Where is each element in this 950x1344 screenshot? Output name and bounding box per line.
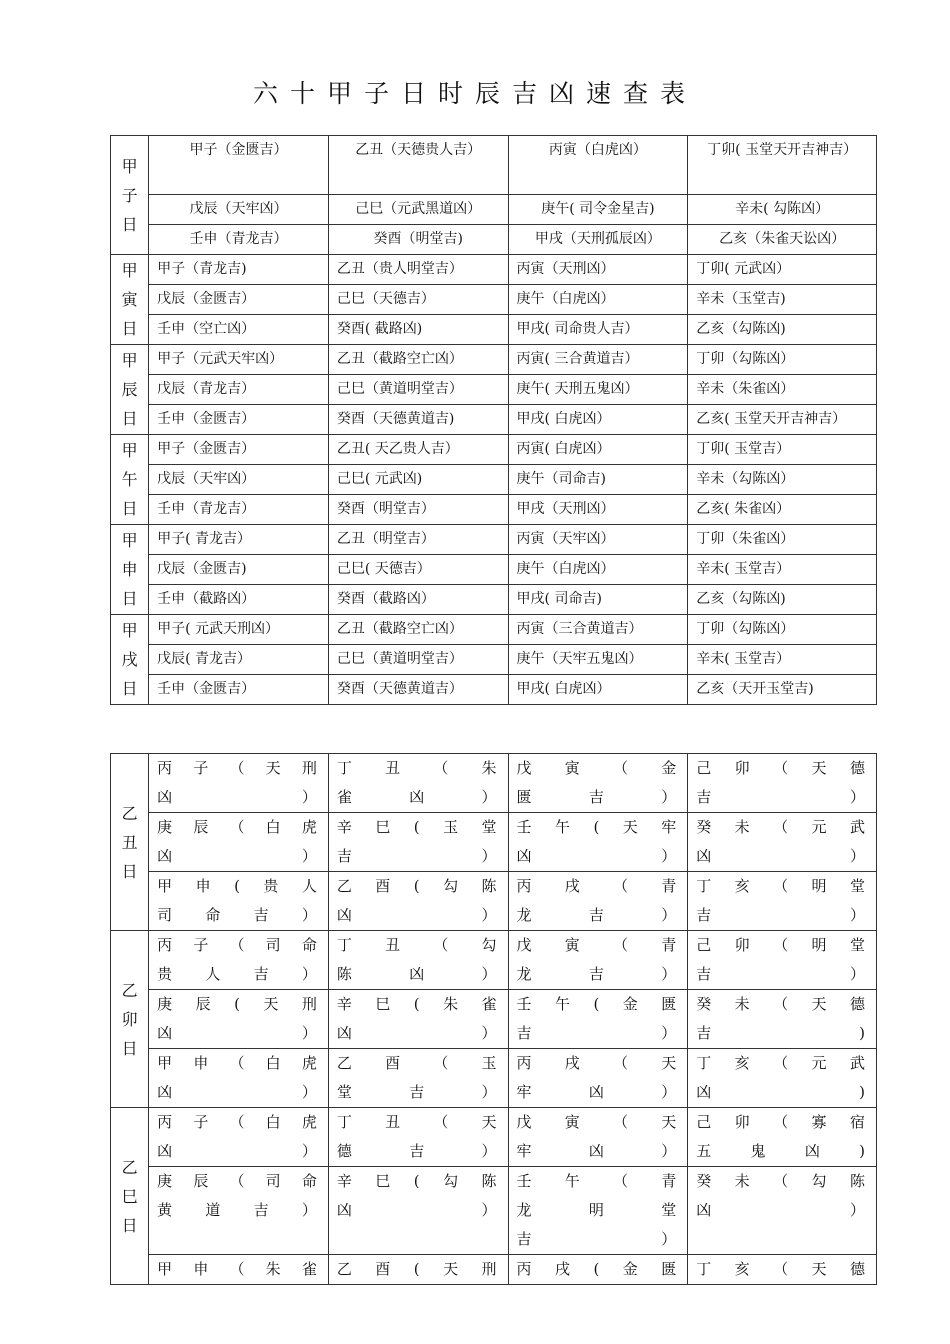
hour-cell: 壬申（金匮吉） (149, 675, 329, 705)
hour-cell: 丁卯( 玉堂天开吉神吉） (688, 136, 877, 195)
hour-cell: 丙寅（天牢凶） (508, 525, 688, 555)
day-label: 甲午日 (111, 435, 149, 525)
table-row (111, 931, 877, 990)
hour-cell: 甲戌（天刑孤辰凶） (508, 225, 688, 255)
hour-cell: 己卯（寡宿 五鬼凶) (688, 1108, 877, 1167)
day-label: 甲寅日 (111, 255, 149, 345)
hour-cell: 乙亥( 玉堂天开吉神吉） (688, 405, 877, 435)
hour-cell: 戊寅（青 龙吉） (508, 931, 688, 990)
hour-cell: 辛未( 玉堂吉） (688, 555, 877, 585)
hour-cell: 壬申（金匮吉） (149, 405, 329, 435)
hour-cell: 丁卯( 元武凶） (688, 255, 877, 285)
table-yi-days (110, 753, 877, 1285)
hour-cell: 甲戌( 司命吉) (508, 585, 688, 615)
hour-cell: 庚午（天牢五鬼凶） (508, 645, 688, 675)
day-label: 甲戌日 (111, 615, 149, 705)
hour-cell: 丁卯（朱雀凶） (688, 525, 877, 555)
hour-cell: 丙寅( 白虎凶） (508, 435, 688, 465)
hour-cell: 庚午( 司令金星吉) (508, 195, 688, 225)
hour-cell: 乙酉(勾陈 凶） (328, 872, 508, 931)
hour-cell: 己卯（天德 吉） (688, 754, 877, 813)
hour-cell: 庚辰（司命 黄道吉） (149, 1167, 329, 1255)
hour-cell: 乙丑（截路空亡凶） (328, 615, 508, 645)
hour-cell: 乙丑（截路空亡凶） (328, 345, 508, 375)
hour-cell: 辛巳(玉堂 吉） (328, 813, 508, 872)
hour-cell: 戊辰（金匮吉) (149, 555, 329, 585)
hour-cell: 丁卯（勾陈凶） (688, 345, 877, 375)
hour-cell: 庚午（白虎凶） (508, 285, 688, 315)
table-row (111, 813, 877, 872)
hour-cell: 乙亥（勾陈凶) (688, 585, 877, 615)
hour-cell: 己巳（天德吉） (328, 285, 508, 315)
hour-cell: 甲戌( 白虎凶） (508, 405, 688, 435)
hour-cell: 壬午（青 龙明堂 吉） (508, 1167, 688, 1255)
table-row (111, 255, 877, 285)
day-label: 甲辰日 (111, 345, 149, 435)
table-jia-days (110, 135, 877, 705)
hour-cell: 丁卯( 玉堂吉） (688, 435, 877, 465)
hour-cell: 戊寅（天 牢凶） (508, 1108, 688, 1167)
hour-cell: 丁亥（明堂 吉） (688, 872, 877, 931)
hour-cell: 丙寅（白虎凶） (508, 136, 688, 195)
hour-cell: 乙亥（朱雀天讼凶） (688, 225, 877, 255)
day-label: 乙巳日 (111, 1108, 149, 1285)
hour-cell: 癸酉（天德黄道吉) (328, 405, 508, 435)
hour-cell: 癸未（勾陈 凶） (688, 1167, 877, 1255)
hour-cell: 庚午（司命吉) (508, 465, 688, 495)
table-row (111, 645, 877, 675)
hour-cell: 甲戌( 白虎凶） (508, 675, 688, 705)
hour-cell: 乙丑（贵人明堂吉） (328, 255, 508, 285)
table-row (111, 195, 877, 225)
hour-cell: 乙亥（天开玉堂吉) (688, 675, 877, 705)
hour-cell: 癸酉（天德黄道吉） (328, 675, 508, 705)
hour-cell: 丙寅（三合黄道吉） (508, 615, 688, 645)
hour-cell: 丁丑（朱 雀凶） (328, 754, 508, 813)
hour-cell: 甲申(贵人 司命吉） (149, 872, 329, 931)
hour-cell: 己卯（明堂 吉） (688, 931, 877, 990)
hour-cell: 壬申（空亡凶） (149, 315, 329, 345)
hour-cell: 丙子（司命 贵人吉） (149, 931, 329, 990)
hour-cell: 癸酉( 截路凶) (328, 315, 508, 345)
hour-cell: 癸未（天德 吉) (688, 990, 877, 1049)
hour-cell: 戊寅（金 匮吉） (508, 754, 688, 813)
table-row (111, 345, 877, 375)
hour-cell: 辛未（玉堂吉) (688, 285, 877, 315)
hour-cell: 己巳（元武黑道凶） (328, 195, 508, 225)
table-row (111, 1049, 877, 1108)
hour-cell: 乙丑（明堂吉） (328, 525, 508, 555)
hour-cell: 己巳（黄道明堂吉） (328, 645, 508, 675)
table-row (111, 1108, 877, 1167)
hour-cell: 甲子（金匮吉） (149, 136, 329, 195)
hour-cell: 甲子（青龙吉) (149, 255, 329, 285)
hour-cell: 甲申（白虎 凶） (149, 1049, 329, 1108)
hour-cell: 庚午( 天刑五鬼凶） (508, 375, 688, 405)
hour-cell: 戊辰（天牢凶） (149, 195, 329, 225)
hour-cell: 癸酉（明堂吉) (328, 225, 508, 255)
hour-cell: 辛未( 玉堂吉） (688, 645, 877, 675)
hour-cell: 丙戌(金匮 (508, 1255, 688, 1285)
hour-cell: 甲子( 元武天刑凶） (149, 615, 329, 645)
day-label: 甲子日 (111, 136, 149, 255)
hour-cell: 壬午(天牢 凶） (508, 813, 688, 872)
hour-cell: 丙子（天刑 凶） (149, 754, 329, 813)
table-row (111, 136, 877, 195)
hour-cell: 癸酉（截路凶） (328, 585, 508, 615)
hour-cell: 丙子（白虎 凶） (149, 1108, 329, 1167)
hour-cell: 丁亥（元武 凶) (688, 1049, 877, 1108)
table-row (111, 1255, 877, 1285)
hour-cell: 丁丑（天 德吉） (328, 1108, 508, 1167)
hour-cell: 甲子（元武天牢凶） (149, 345, 329, 375)
hour-cell: 癸未（元武 凶） (688, 813, 877, 872)
hour-cell: 辛未（勾陈凶） (688, 465, 877, 495)
hour-cell: 丙戌（天 牢凶） (508, 1049, 688, 1108)
hour-cell: 甲戌（天刑凶） (508, 495, 688, 525)
table-row (111, 615, 877, 645)
hour-cell: 辛巳(勾陈 凶） (328, 1167, 508, 1255)
hour-cell: 丁亥（天德 (688, 1255, 877, 1285)
hour-cell: 甲子( 青龙吉） (149, 525, 329, 555)
hour-cell: 丁丑（勾 陈凶） (328, 931, 508, 990)
hour-cell: 壬午(金匮 吉） (508, 990, 688, 1049)
page-title: 六十甲子日时辰吉凶速查表 (252, 79, 697, 108)
hour-cell: 甲戌( 司命贵人吉） (508, 315, 688, 345)
table-row (111, 315, 877, 345)
hour-cell: 丙寅( 三合黄道吉） (508, 345, 688, 375)
hour-cell: 乙亥（勾陈凶) (688, 315, 877, 345)
hour-cell: 辛未( 勾陈凶） (688, 195, 877, 225)
table-row (111, 1167, 877, 1255)
hour-cell: 戊辰（青龙吉） (149, 375, 329, 405)
hour-cell: 乙亥( 朱雀凶） (688, 495, 877, 525)
hour-cell: 庚午（白虎凶） (508, 555, 688, 585)
table-row (111, 405, 877, 435)
hour-cell: 庚辰(天刑 凶） (149, 990, 329, 1049)
table-row (111, 465, 877, 495)
table-row (111, 555, 877, 585)
table-row (111, 225, 877, 255)
hour-cell: 辛巳(朱雀 凶） (328, 990, 508, 1049)
table-row (111, 990, 877, 1049)
table-row (111, 675, 877, 705)
hour-cell: 戊辰（金匮吉） (149, 285, 329, 315)
hour-cell: 乙丑( 天乙贵人吉） (328, 435, 508, 465)
table-row (111, 285, 877, 315)
hour-cell: 甲申（朱雀 (149, 1255, 329, 1285)
day-label: 乙卯日 (111, 931, 149, 1108)
hour-cell: 癸酉（明堂吉） (328, 495, 508, 525)
hour-cell: 壬申（青龙吉） (149, 495, 329, 525)
hour-cell: 戊辰( 青龙吉） (149, 645, 329, 675)
hour-cell: 己巳（黄道明堂吉） (328, 375, 508, 405)
day-label: 乙丑日 (111, 754, 149, 931)
hour-cell: 丙戌（青 龙吉） (508, 872, 688, 931)
hour-cell: 乙酉（玉 堂吉） (328, 1049, 508, 1108)
hour-cell: 己巳( 元武凶) (328, 465, 508, 495)
hour-cell: 丙寅（天刑凶） (508, 255, 688, 285)
hour-cell: 丁卯（勾陈凶） (688, 615, 877, 645)
hour-cell: 己巳( 天德吉） (328, 555, 508, 585)
table-row (111, 585, 877, 615)
hour-cell: 甲子（金匮吉） (149, 435, 329, 465)
day-label: 甲申日 (111, 525, 149, 615)
table-row (111, 872, 877, 931)
table-row (111, 754, 877, 813)
hour-cell: 壬申（截路凶） (149, 585, 329, 615)
table-row (111, 495, 877, 525)
hour-cell: 乙丑（天德贵人吉） (328, 136, 508, 195)
hour-cell: 戊辰（天牢凶） (149, 465, 329, 495)
table-row (111, 435, 877, 465)
hour-cell: 壬申（青龙吉） (149, 225, 329, 255)
table-row (111, 525, 877, 555)
hour-cell: 辛未（朱雀凶） (688, 375, 877, 405)
table-row (111, 375, 877, 405)
hour-cell: 庚辰（白虎 凶） (149, 813, 329, 872)
hour-cell: 乙酉(天刑 (328, 1255, 508, 1285)
